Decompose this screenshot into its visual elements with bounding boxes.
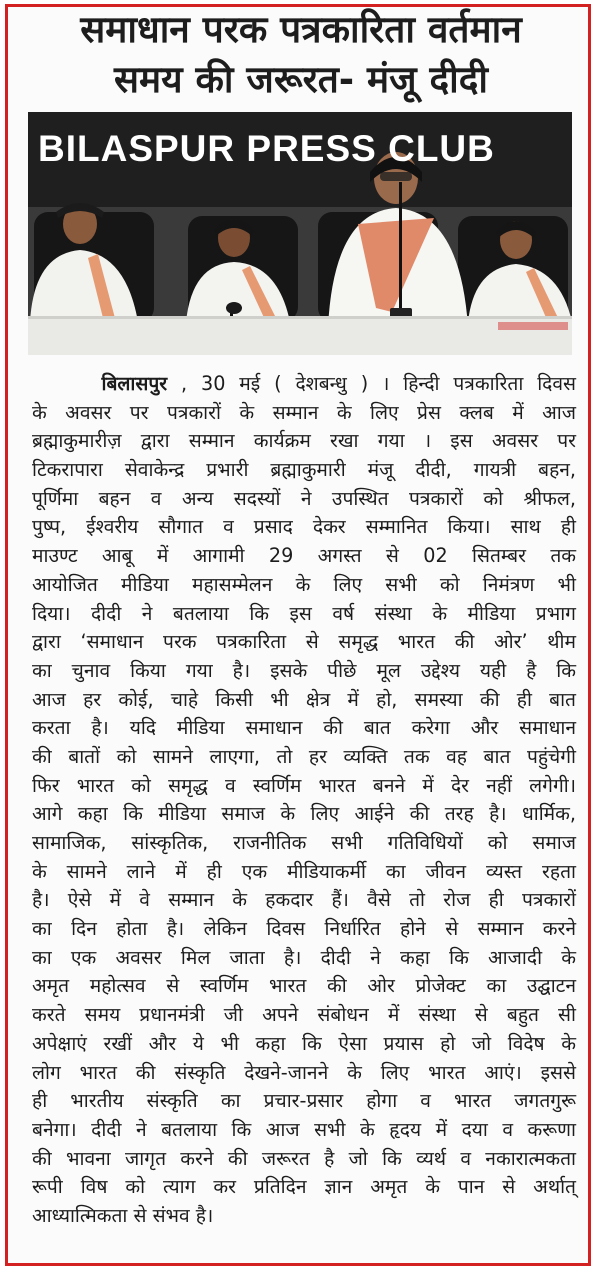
article-line: माउण्ट आबू में आगामी 29 अगस्त से 02 सितम्बर तक xyxy=(32,544,576,568)
press-club-photo xyxy=(28,112,572,355)
article-line: आध्यात्मिकता से संभव है। xyxy=(32,1203,214,1227)
article-line: के अवसर पर पत्रकारों के सम्मान के लिए प्रेस क्लब में आज xyxy=(32,400,576,424)
article-line: आज हर कोई, चाहे किसी भी क्षेत्र में हो, समस्या की ही बात xyxy=(32,687,576,711)
article-line: अपेक्षाएं रखीं और ये भी कहा कि ऐसा प्रयास हो जो विदेष के xyxy=(32,1031,576,1055)
article-body xyxy=(32,370,576,1231)
article-line: के सामने लाने में ही एक मीडियाकर्मी का जीवन व्यस्त रहता xyxy=(32,859,576,883)
article-line: आयोजित मीडिया महासम्मेलन के लिए सभी को निमंत्रण भी xyxy=(32,572,576,596)
article-line: की भावना जागृत करने की जरूरत है जो कि व्यर्थ व नकारात्मकता xyxy=(32,1146,576,1170)
headline-line-1: समाधान परक पत्रकारिता वर्तमान xyxy=(80,8,522,51)
article-line: करता है। यदि मीडिया समाधान की बात करेगा और समाधान xyxy=(32,716,576,740)
article-line: टिकरापारा सेवाकेन्द्र प्रभारी ब्रह्माकुमारी मंजू दीदी, गायत्री बहन, xyxy=(32,458,576,482)
article-line: अमृत महोत्सव से स्वर्णिम भारत की ओर प्रोजेक्ट का उद्घाटन xyxy=(32,974,576,998)
article-line: की बातों को सामने लाएगा, तो हर व्यक्ति तक वह बात पहुंचेगी xyxy=(32,744,576,768)
article-line: है। ऐसे में वे सम्मान के हकदार हैं। वैसे तो रोज ही पत्रकारों xyxy=(32,888,576,912)
article-line: ही भारतीय संस्कृति का प्रचार-प्रसार होगा व भारत जगतगुरू xyxy=(32,1089,576,1113)
article-line: का एक अवसर मिल जाता है। दीदी ने कहा कि आजादी के xyxy=(32,945,576,969)
dateline: बिलासपुर xyxy=(101,372,168,395)
article-line: बनेगा। दीदी ने बतलाया कि आज सभी के हृदय में दया व करूणा xyxy=(32,1117,576,1141)
article-line: पुष्प, ईश्वरीय सौगात व प्रसाद देकर सम्मानित किया। साथ ही xyxy=(32,515,576,539)
article-line: द्वारा ‘समाधान परक पत्रकारिता से समृद्ध भारत की ओर’ थीम xyxy=(32,630,576,654)
article-line-text: , 30 मई ( देशबन्धु ) । हिन्दी पत्रकारिता दिवस xyxy=(167,372,576,395)
article-line: का चुनाव किया गया है। इसके पीछे मूल उद्देश्य यही है कि xyxy=(32,658,576,682)
article-line: करते समय प्रधानमंत्री जी अपने संबोधन में संस्था से बहुत सी xyxy=(32,1003,576,1027)
headline-line-2: समय की जरूरत- मंजू दीदी xyxy=(114,58,488,101)
article-line: सामाजिक, सांस्कृतिक, राजनीतिक सभी गतिविधियों को समाज xyxy=(32,831,576,854)
article-line: पूर्णिमा बहन व अन्य सदस्यों ने उपस्थित पत्रकारों को श्रीफल, xyxy=(32,486,576,510)
article-line: रूपी विष को त्याग कर प्रतिदिन ज्ञान अमृत के पान से अर्थात् xyxy=(32,1175,576,1199)
article-line: ब्रह्माकुमारीज़ द्वारा सम्मान कार्यक्रम रखा गया । इस अवसर पर xyxy=(32,429,576,453)
article-line: लोग भारत की संस्कृति देखने-जानने के लिए भारत आएं। इससे xyxy=(32,1060,576,1084)
article-line: आगे कहा कि मीडिया समाज के लिए आईने की तरह है। धार्मिक, xyxy=(32,802,576,826)
article-line: का दिन होता है। लेकिन दिवस निर्धारित होने से सम्मान करने xyxy=(32,917,576,941)
press-club-sign: BILASPUR PRESS CLUB xyxy=(38,128,495,169)
article-line: दिया। दीदी ने बतलाया कि इस वर्ष संस्था के मीडिया प्रभाग xyxy=(32,601,576,625)
article-line xyxy=(32,370,576,399)
article-line: फिर भारत को समृद्ध व स्वर्णिम भारत बनने में देर नहीं लगेगी। xyxy=(32,773,576,797)
